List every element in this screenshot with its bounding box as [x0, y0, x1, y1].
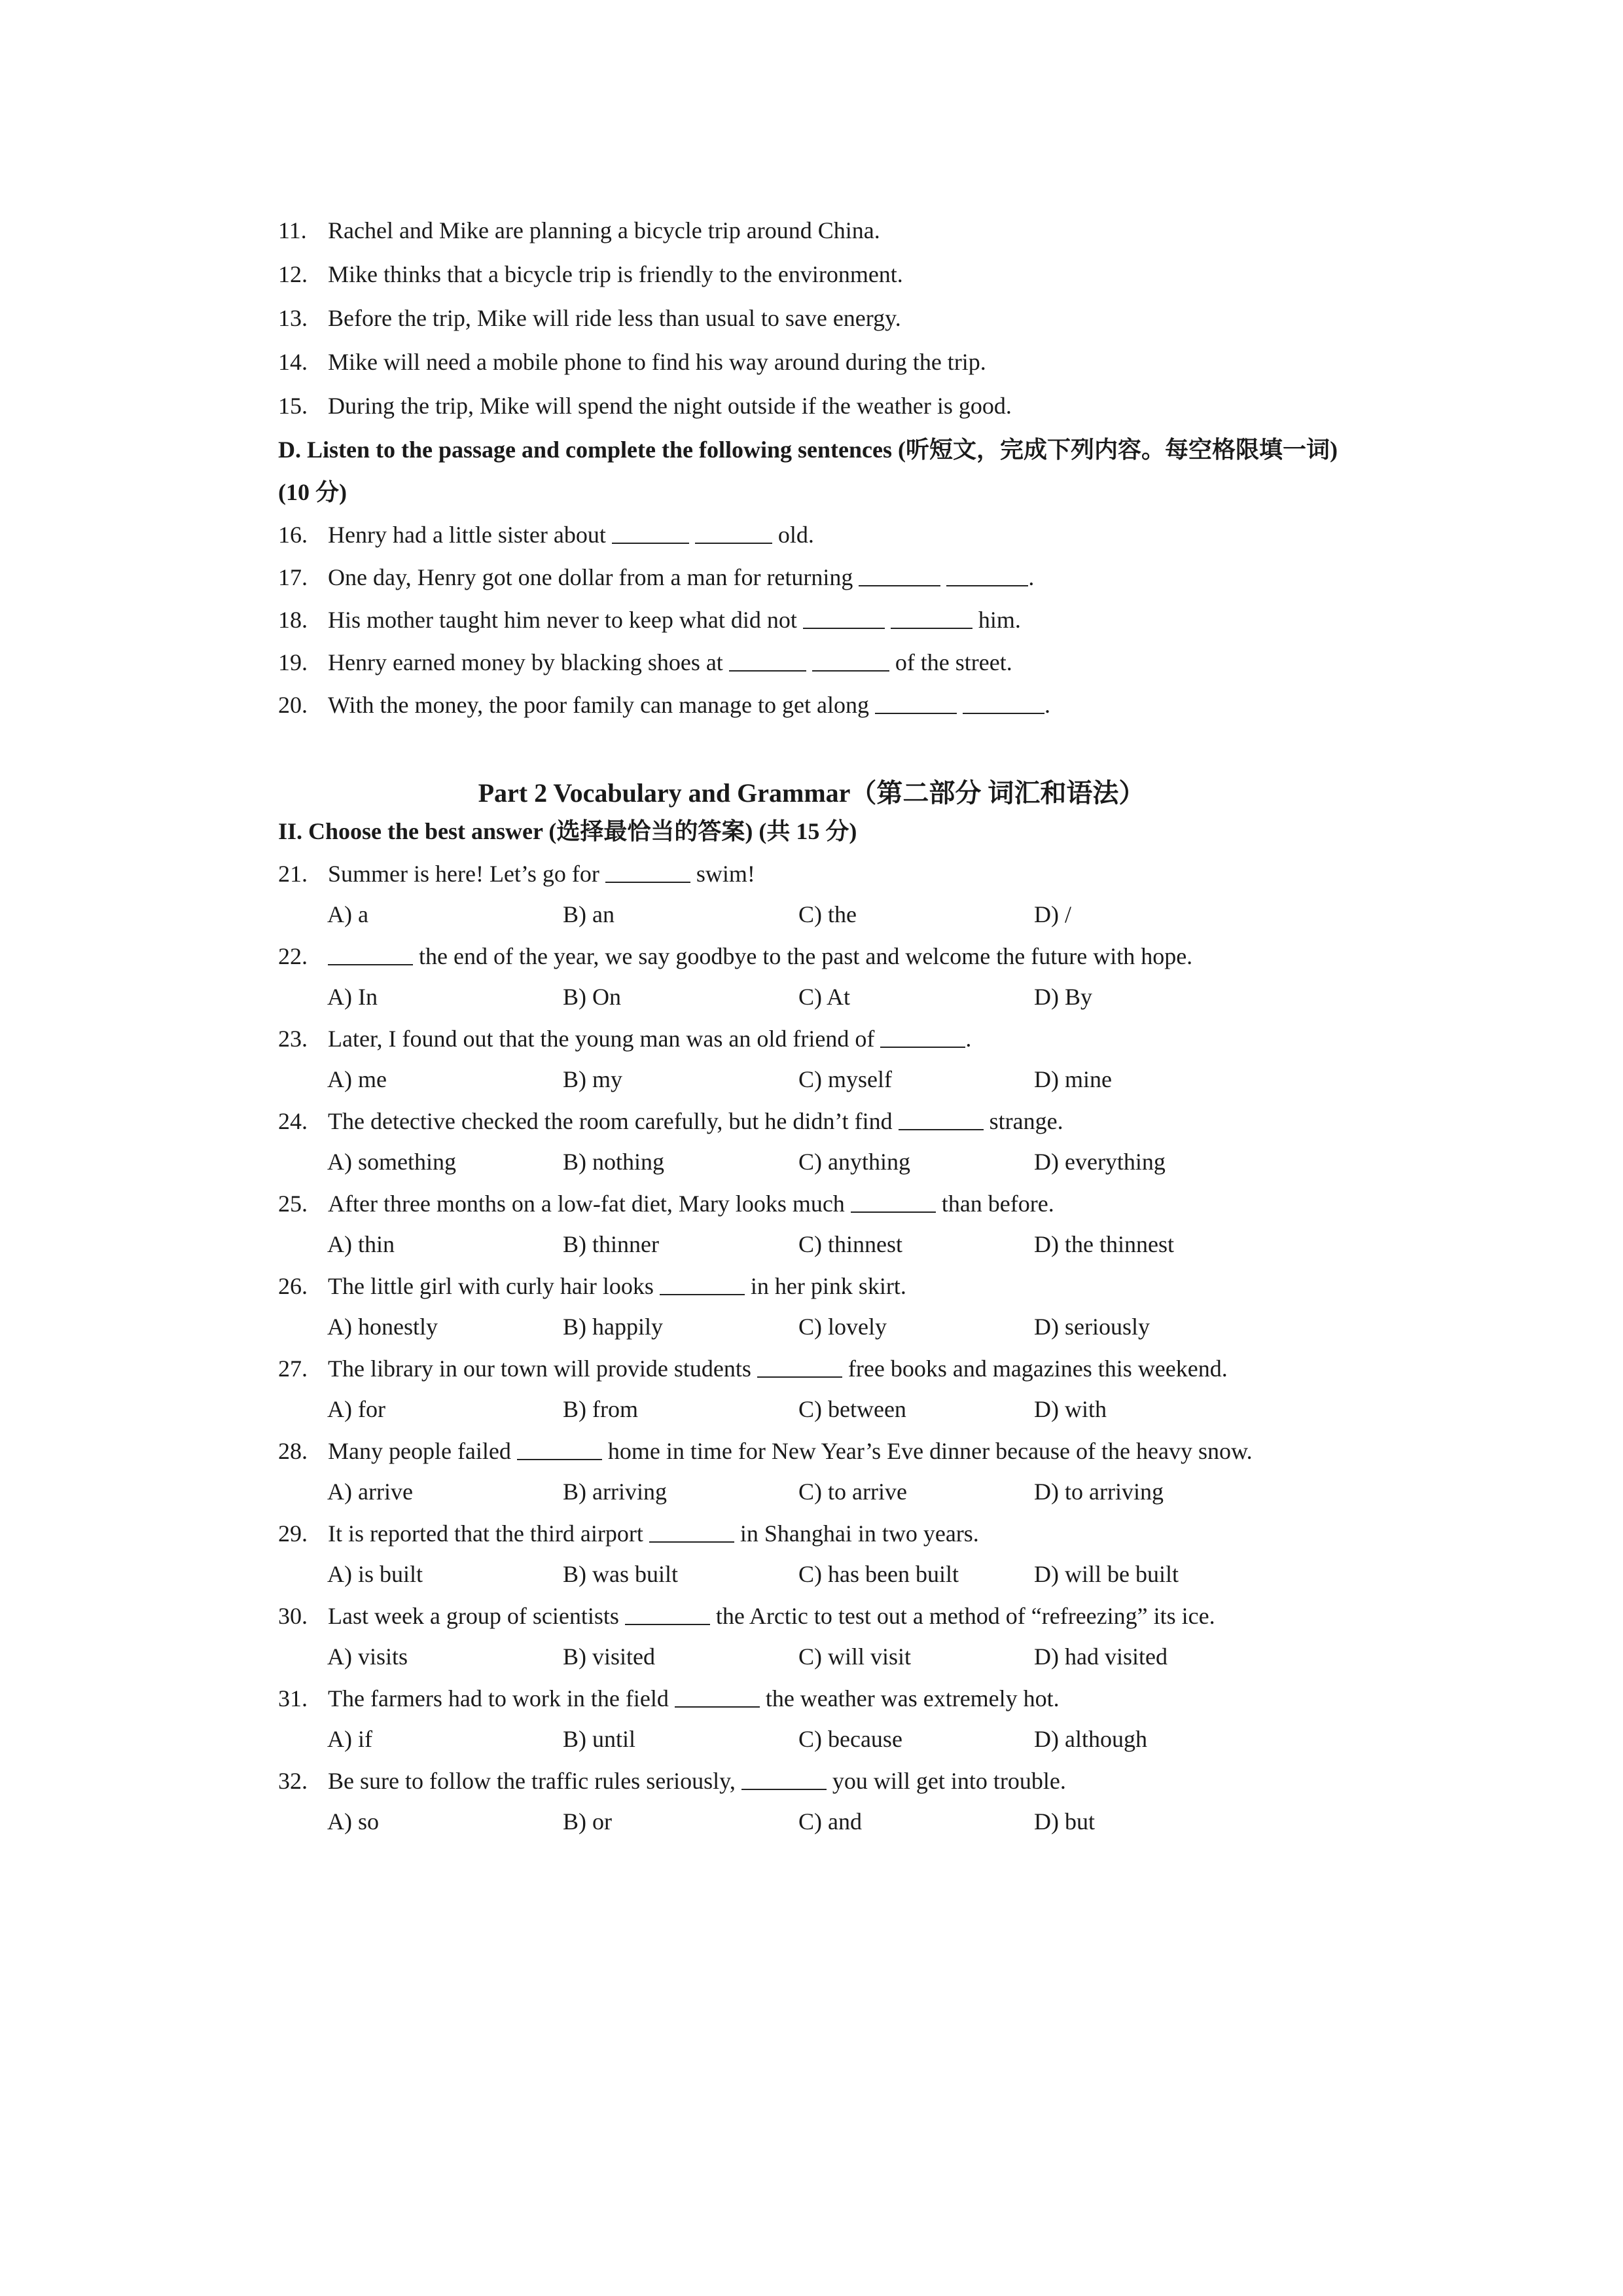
item-text-before: The little girl with curly hair looks: [328, 1273, 654, 1299]
mc-question-31: [278, 1684, 1430, 1713]
answer-blank[interactable]: [328, 944, 413, 965]
mc-options: [327, 982, 1440, 1011]
item-text-before: Henry had a little sister about: [328, 522, 606, 548]
fill-item-19: [278, 648, 1430, 677]
item-text: During the trip, Mike will spend the night outside if the weather is good.: [328, 393, 1012, 419]
option-a[interactable]: A) visits: [327, 1643, 408, 1670]
item-number: 21.: [278, 861, 308, 887]
item-number: 12.: [278, 261, 308, 287]
option-c[interactable]: C) anything: [798, 1149, 910, 1175]
mc-options: [327, 1395, 1440, 1424]
tf-item-11: [278, 216, 1430, 245]
item-text-after: strange.: [989, 1108, 1063, 1134]
answer-blank[interactable]: [695, 523, 772, 544]
option-a[interactable]: A) a: [327, 901, 368, 927]
option-b[interactable]: B) or: [563, 1808, 612, 1835]
option-b[interactable]: B) nothing: [563, 1149, 665, 1175]
fill-item-17: [278, 563, 1430, 592]
option-d[interactable]: D) By: [1034, 984, 1092, 1010]
item-number: 27.: [278, 1355, 308, 1382]
item-text-after: you will get into trouble.: [832, 1768, 1066, 1794]
option-b[interactable]: B) arriving: [563, 1479, 667, 1505]
option-c[interactable]: C) thinnest: [798, 1231, 902, 1257]
fill-item-20: [278, 691, 1430, 719]
item-number: 25.: [278, 1191, 308, 1217]
item-text-after: of the street.: [895, 649, 1012, 675]
answer-blank[interactable]: [963, 693, 1044, 714]
tf-item-13: [278, 304, 1430, 332]
option-d[interactable]: D) although: [1034, 1726, 1147, 1752]
tf-item-14: [278, 348, 1430, 376]
option-d[interactable]: D) to arriving: [1034, 1479, 1164, 1505]
item-text-before: Later, I found out that the young man was an old friend of: [328, 1026, 875, 1052]
item-text-after: in Shanghai in two years.: [740, 1520, 979, 1547]
item-text: Mike thinks that a bicycle trip is friendly to the environment.: [328, 261, 903, 287]
item-text: Before the trip, Mike will ride less than usual to save energy.: [328, 305, 901, 331]
option-a[interactable]: A) In: [327, 984, 378, 1010]
answer-blank[interactable]: [803, 608, 885, 629]
item-number: 11.: [278, 217, 307, 243]
option-a[interactable]: A) arrive: [327, 1479, 413, 1505]
answer-blank[interactable]: [675, 1687, 760, 1708]
item-number: 15.: [278, 393, 308, 419]
option-b[interactable]: B) my: [563, 1066, 623, 1092]
tf-item-12: [278, 260, 1430, 289]
item-text-before: The farmers had to work in the field: [328, 1685, 669, 1712]
option-b[interactable]: B) visited: [563, 1643, 655, 1670]
item-text-after: the weather was extremely hot.: [765, 1685, 1060, 1712]
item-text: Rachel and Mike are planning a bicycle trip around China.: [328, 217, 880, 243]
answer-blank[interactable]: [859, 565, 940, 586]
item-text-after: old.: [777, 522, 814, 548]
tf-item-15: [278, 391, 1430, 420]
item-number: 28.: [278, 1438, 308, 1464]
option-c[interactable]: C) because: [798, 1726, 902, 1752]
item-text-before: Be sure to follow the traffic rules seriously,: [328, 1768, 736, 1794]
item-text-before: Last week a group of scientists: [328, 1603, 619, 1629]
mc-question-30: [278, 1602, 1430, 1630]
answer-blank[interactable]: [625, 1604, 710, 1625]
option-d[interactable]: D) mine: [1034, 1066, 1112, 1092]
option-a[interactable]: A) for: [327, 1396, 385, 1422]
item-number: 14.: [278, 349, 308, 375]
item-text-before: Henry earned money by blacking shoes at: [328, 649, 723, 675]
answer-blank[interactable]: [880, 1027, 965, 1048]
answer-blank[interactable]: [660, 1274, 745, 1295]
option-c[interactable]: C) has been built: [798, 1561, 959, 1587]
item-text-after: .: [1044, 692, 1050, 718]
option-c[interactable]: C) myself: [798, 1066, 892, 1092]
option-c[interactable]: C) to arrive: [798, 1479, 907, 1505]
option-d[interactable]: D) but: [1034, 1808, 1095, 1835]
option-b[interactable]: B) happily: [563, 1314, 663, 1340]
mc-options: [327, 1312, 1440, 1341]
answer-blank[interactable]: [605, 862, 690, 883]
item-text-after: the Arctic to test out a method of “refreezing” its ice.: [715, 1603, 1215, 1629]
mc-options: [327, 1807, 1440, 1836]
mc-options: [327, 1230, 1440, 1259]
item-text: Mike will need a mobile phone to find his way around during the trip.: [328, 349, 986, 375]
option-b[interactable]: B) from: [563, 1396, 638, 1422]
option-d[interactable]: D) will be built: [1034, 1561, 1179, 1587]
part-2-title: Part 2 Vocabulary and Grammar（第二部分 词汇和语法）: [478, 778, 1145, 808]
answer-blank[interactable]: [612, 523, 689, 544]
item-text-after: than before.: [941, 1191, 1054, 1217]
section-ii-title: II. Choose the best answer (选择最恰当的答案) (共 15 分): [278, 818, 857, 844]
item-text-before: The detective checked the room carefully, but he didn’t find: [328, 1108, 893, 1134]
item-text-before: Many people failed: [328, 1438, 511, 1464]
item-text-before: It is reported that the third airport: [328, 1520, 643, 1547]
item-number: 29.: [278, 1520, 308, 1547]
option-d[interactable]: D) /: [1034, 901, 1071, 927]
mc-question-23: [278, 1024, 1430, 1053]
fill-item-16: [278, 520, 1430, 549]
answer-blank[interactable]: [946, 565, 1028, 586]
option-a[interactable]: A) something: [327, 1149, 456, 1175]
item-number: 18.: [278, 607, 308, 633]
option-d[interactable]: D) the thinnest: [1034, 1231, 1174, 1257]
answer-blank[interactable]: [851, 1192, 936, 1213]
answer-blank[interactable]: [757, 1357, 842, 1378]
mc-question-29: [278, 1519, 1430, 1548]
option-a[interactable]: A) so: [327, 1808, 379, 1835]
mc-question-24: [278, 1107, 1430, 1136]
option-c[interactable]: C) between: [798, 1396, 906, 1422]
mc-question-32: [278, 1767, 1430, 1795]
item-number: 13.: [278, 305, 308, 331]
item-number: 30.: [278, 1603, 308, 1629]
option-a[interactable]: A) is built: [327, 1561, 423, 1587]
mc-question-28: [278, 1437, 1430, 1465]
answer-blank[interactable]: [741, 1769, 827, 1790]
item-number: 19.: [278, 649, 308, 675]
option-c[interactable]: C) and: [798, 1808, 862, 1835]
option-c[interactable]: C) will visit: [798, 1643, 912, 1670]
item-text-before: The library in our town will provide students: [328, 1355, 751, 1382]
option-d[interactable]: D) had visited: [1034, 1643, 1168, 1670]
item-number: 22.: [278, 943, 308, 969]
item-number: 32.: [278, 1768, 308, 1794]
answer-blank[interactable]: [649, 1522, 734, 1543]
mc-question-21: [278, 859, 1430, 888]
mc-question-27: [278, 1354, 1430, 1383]
item-number: 20.: [278, 692, 308, 718]
answer-blank[interactable]: [812, 651, 889, 672]
item-text-after: swim!: [696, 861, 755, 887]
section-d-score: (10 分): [278, 479, 347, 505]
item-number: 16.: [278, 522, 308, 548]
answer-blank[interactable]: [891, 608, 972, 629]
item-text-after: him.: [978, 607, 1021, 633]
option-a[interactable]: A) honestly: [327, 1314, 438, 1340]
mc-options: [327, 900, 1440, 929]
mc-question-25: [278, 1189, 1430, 1218]
fill-item-18: [278, 605, 1430, 634]
option-b[interactable]: B) On: [563, 984, 621, 1010]
option-d[interactable]: D) everything: [1034, 1149, 1166, 1175]
item-text-before: His mother taught him never to keep what did not: [328, 607, 797, 633]
mc-question-26: [278, 1272, 1430, 1300]
mc-options: [327, 1725, 1440, 1753]
option-a[interactable]: A) me: [327, 1066, 387, 1092]
section-d-title: D. Listen to the passage and complete the following sentences (听短文，完成下列内容。每空格限填一词): [278, 437, 1338, 463]
item-text-before: Summer is here! Let’s go for: [328, 861, 599, 887]
option-a[interactable]: A) thin: [327, 1231, 395, 1257]
item-number: 23.: [278, 1026, 308, 1052]
item-number: 26.: [278, 1273, 308, 1299]
option-b[interactable]: B) an: [563, 901, 615, 927]
mc-options: [327, 1560, 1440, 1588]
item-text-before: After three months on a low-fat diet, Mary looks much: [328, 1191, 845, 1217]
option-d[interactable]: D) seriously: [1034, 1314, 1150, 1340]
option-a[interactable]: A) if: [327, 1726, 372, 1752]
answer-blank[interactable]: [899, 1109, 984, 1130]
item-number: 31.: [278, 1685, 308, 1712]
item-text-after: home in time for New Year’s Eve dinner because of the heavy snow.: [607, 1438, 1253, 1464]
item-text-after: in her pink skirt.: [750, 1273, 906, 1299]
mc-options: [327, 1477, 1440, 1506]
answer-blank[interactable]: [517, 1439, 602, 1460]
item-text-after: .: [1028, 564, 1035, 590]
item-text-before: One day, Henry got one dollar from a man for returning: [328, 564, 853, 590]
item-text-before: With the money, the poor family can manage to get along: [328, 692, 869, 718]
option-b[interactable]: B) thinner: [563, 1231, 659, 1257]
item-text-after: .: [965, 1026, 972, 1052]
option-c[interactable]: C) At: [798, 984, 851, 1010]
item-number: 17.: [278, 564, 308, 590]
option-b[interactable]: B) until: [563, 1726, 636, 1752]
option-c[interactable]: C) lovely: [798, 1314, 887, 1340]
answer-blank[interactable]: [875, 693, 957, 714]
mc-options: [327, 1065, 1440, 1094]
option-d[interactable]: D) with: [1034, 1396, 1107, 1422]
mc-options: [327, 1642, 1440, 1671]
answer-blank[interactable]: [729, 651, 806, 672]
option-c[interactable]: C) the: [798, 901, 857, 927]
item-text-after: free books and magazines this weekend.: [847, 1355, 1228, 1382]
item-text-after: the end of the year, we say goodbye to the past and welcome the future with hope.: [419, 943, 1193, 969]
item-number: 24.: [278, 1108, 308, 1134]
mc-question-22: [278, 942, 1430, 971]
mc-options: [327, 1147, 1440, 1176]
option-b[interactable]: B) was built: [563, 1561, 678, 1587]
